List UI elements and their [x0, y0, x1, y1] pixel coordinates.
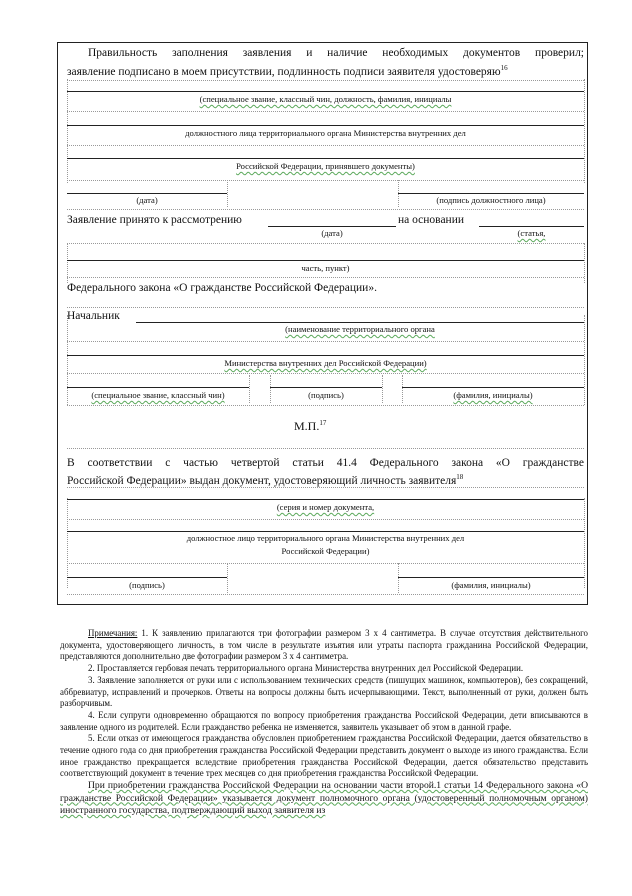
- series-line: [67, 499, 584, 500]
- footnote-16: 16: [500, 64, 508, 72]
- note-5: 5. Если отказ от имеющегося гражданства обусловлен приобретением гражданства Российской Федерации, дается обязательство в течение одного года со дня приобретения гражданства Российской Федерации представить документ о выходе из иного гражданства. Если иное гражданство прекращается вследствие приобретения гражданства Российской Федерации, дается обязательство представить соответствующий документ в течение трех месяцев со дня приобретения гражданства Российской Федерации.: [60, 733, 588, 779]
- caption-date: (дата): [136, 195, 158, 205]
- guide-line: [584, 498, 585, 588]
- note-1: Примечания: 1. К заявлению прилагаются три фотографии размером 3 х 4 сантиметра. В случае отсутствия действительного документа, удостоверяющего личность, в том числе в результате изъятия или утраты паспорта гражданина Российской Федерации, представляются дополнительно две фотографии размером 3 х 4 сантиметра.: [60, 628, 588, 662]
- caption-territorial-body: (наименование территориального органа: [285, 324, 435, 334]
- dotted-line: [67, 209, 584, 210]
- footnote-17: 17: [319, 419, 327, 427]
- caption-rank: (специальное звание, классный чин): [91, 390, 225, 400]
- issued-text-line2: Российской Федерации» выдан документ, удостоверяющий личность заявителя$^{18}$: [67, 473, 464, 487]
- article-line: [479, 226, 584, 227]
- caption-official-line2: Российской Федерации): [281, 546, 370, 556]
- caption-official-signature: (подпись должностного лица): [436, 195, 546, 205]
- date-line: [67, 193, 227, 194]
- dotted-line: [67, 145, 584, 146]
- fio-line-2: [398, 577, 584, 578]
- signature-line: [270, 387, 382, 388]
- dotted-line: [67, 594, 584, 595]
- dotted-line: [67, 487, 584, 488]
- caption-fio-2: (фамилия, инициалы): [451, 580, 531, 590]
- note-4: 4. Если супруги одновременно обращаются по вопросу приобретения гражданства Российской Федерации, дети вписываются в заявление одного из родителей. Если гражданство ребенка не изменяется, заявитель указывает об этом в данной графе.: [60, 709, 588, 732]
- verification-text-line2: заявление подписано в моем присутствии, подлинность подписи заявителя удостоверяю$^{16}$: [67, 64, 508, 78]
- dotted-line: [67, 277, 584, 278]
- caption-part-point: часть, пункт): [301, 263, 350, 273]
- dotted-line: [67, 180, 584, 181]
- dotted-line: [67, 519, 584, 520]
- dotted-line: [67, 405, 584, 406]
- notes-title: Примечания:: [88, 628, 138, 638]
- rank-line: [67, 387, 249, 388]
- notes-section: [60, 628, 588, 817]
- dotted-line: [67, 563, 584, 564]
- guide-line: [382, 375, 383, 403]
- caption-official-rf: Российской Федерации, принявшего документы): [236, 161, 415, 171]
- guide-line: [249, 375, 250, 403]
- caption-date-2: (дата): [321, 228, 343, 238]
- signature-line-2: [67, 577, 227, 578]
- federal-law-text: Федерального закона «О гражданстве Российской Федерации».: [67, 282, 377, 294]
- note-3: 3. Заявление заполняется от руки или с использованием технических средств (пишущих машинок, компьютеров), без сокращений, аббревиатур, исправлений и прочерков. Ответы на вопросы должны быть исчерпывающими. Текст, выполненный от руки, должен быть разборчивым.: [60, 674, 588, 709]
- guide-line: [584, 79, 585, 183]
- head-label: Начальник: [67, 310, 120, 322]
- fill-line-official: [67, 91, 584, 92]
- dotted-line: [67, 373, 584, 374]
- issued-text-line1: В соответствии с частью четвертой статьи 41.4 Федерального закона «О гражданстве: [67, 457, 584, 469]
- caption-series: (серия и номер документа,: [276, 502, 375, 512]
- caption-official-line1: должностное лицо территориального органа Министерства внутренних дел: [186, 533, 465, 543]
- dotted-line: [67, 111, 584, 112]
- guide-line: [584, 315, 585, 405]
- verification-text-line1: Правильность заполнения заявления и наличие необходимых документов проверил;: [88, 47, 584, 59]
- caption-signature: (подпись): [308, 390, 344, 400]
- dotted-line: [67, 307, 584, 308]
- guide-line: [584, 243, 585, 283]
- dotted-line: [67, 341, 584, 342]
- caption-ministry: Министерства внутренних дел Российской Федерации): [224, 358, 427, 368]
- caption-fio: (фамилия, инициалы): [453, 390, 533, 400]
- caption-official-title: (специальное звание, классный чин, должность, фамилия, инициалы: [199, 94, 452, 104]
- territorial-body-line: [136, 322, 584, 323]
- fill-line: [67, 125, 584, 126]
- caption-article: (статья,: [517, 228, 546, 238]
- fill-line: [67, 355, 584, 356]
- seal-placeholder: М.П.$^{17}$: [294, 419, 327, 433]
- dotted-line: [67, 80, 584, 81]
- fill-line: [67, 531, 584, 532]
- fill-line-part: [67, 260, 584, 261]
- note-6: При приобретении гражданства Российской Федерации на основании части второй.1 статьи 14 Федерального закона «О гражданстве Российской Федерации» указывается документ полномочного органа (удостоверенный полномочным органом) иностранного государства, подтверждающий выход заявителя из: [60, 780, 588, 816]
- dotted-line: [67, 243, 584, 244]
- fio-line: [402, 387, 584, 388]
- caption-official-body: должностного лица территориального органа Министерства внутренних дел: [185, 128, 466, 138]
- footnote-18: 18: [456, 473, 464, 481]
- note-2: 2. Проставляется гербовая печать территориального органа Министерства внутренних дел Российской Федерации.: [88, 663, 524, 674]
- caption-signature-2: (подпись): [129, 580, 165, 590]
- dotted-line: [67, 448, 584, 449]
- fill-line: [67, 158, 584, 159]
- basis-label: на основании: [398, 214, 465, 226]
- signature-line: [398, 193, 584, 194]
- guide-line: [227, 563, 228, 593]
- accepted-date-line: [268, 226, 396, 227]
- guide-line: [227, 180, 228, 207]
- verification-form: [57, 42, 588, 605]
- accepted-label: Заявление принято к рассмотрению: [67, 214, 242, 226]
